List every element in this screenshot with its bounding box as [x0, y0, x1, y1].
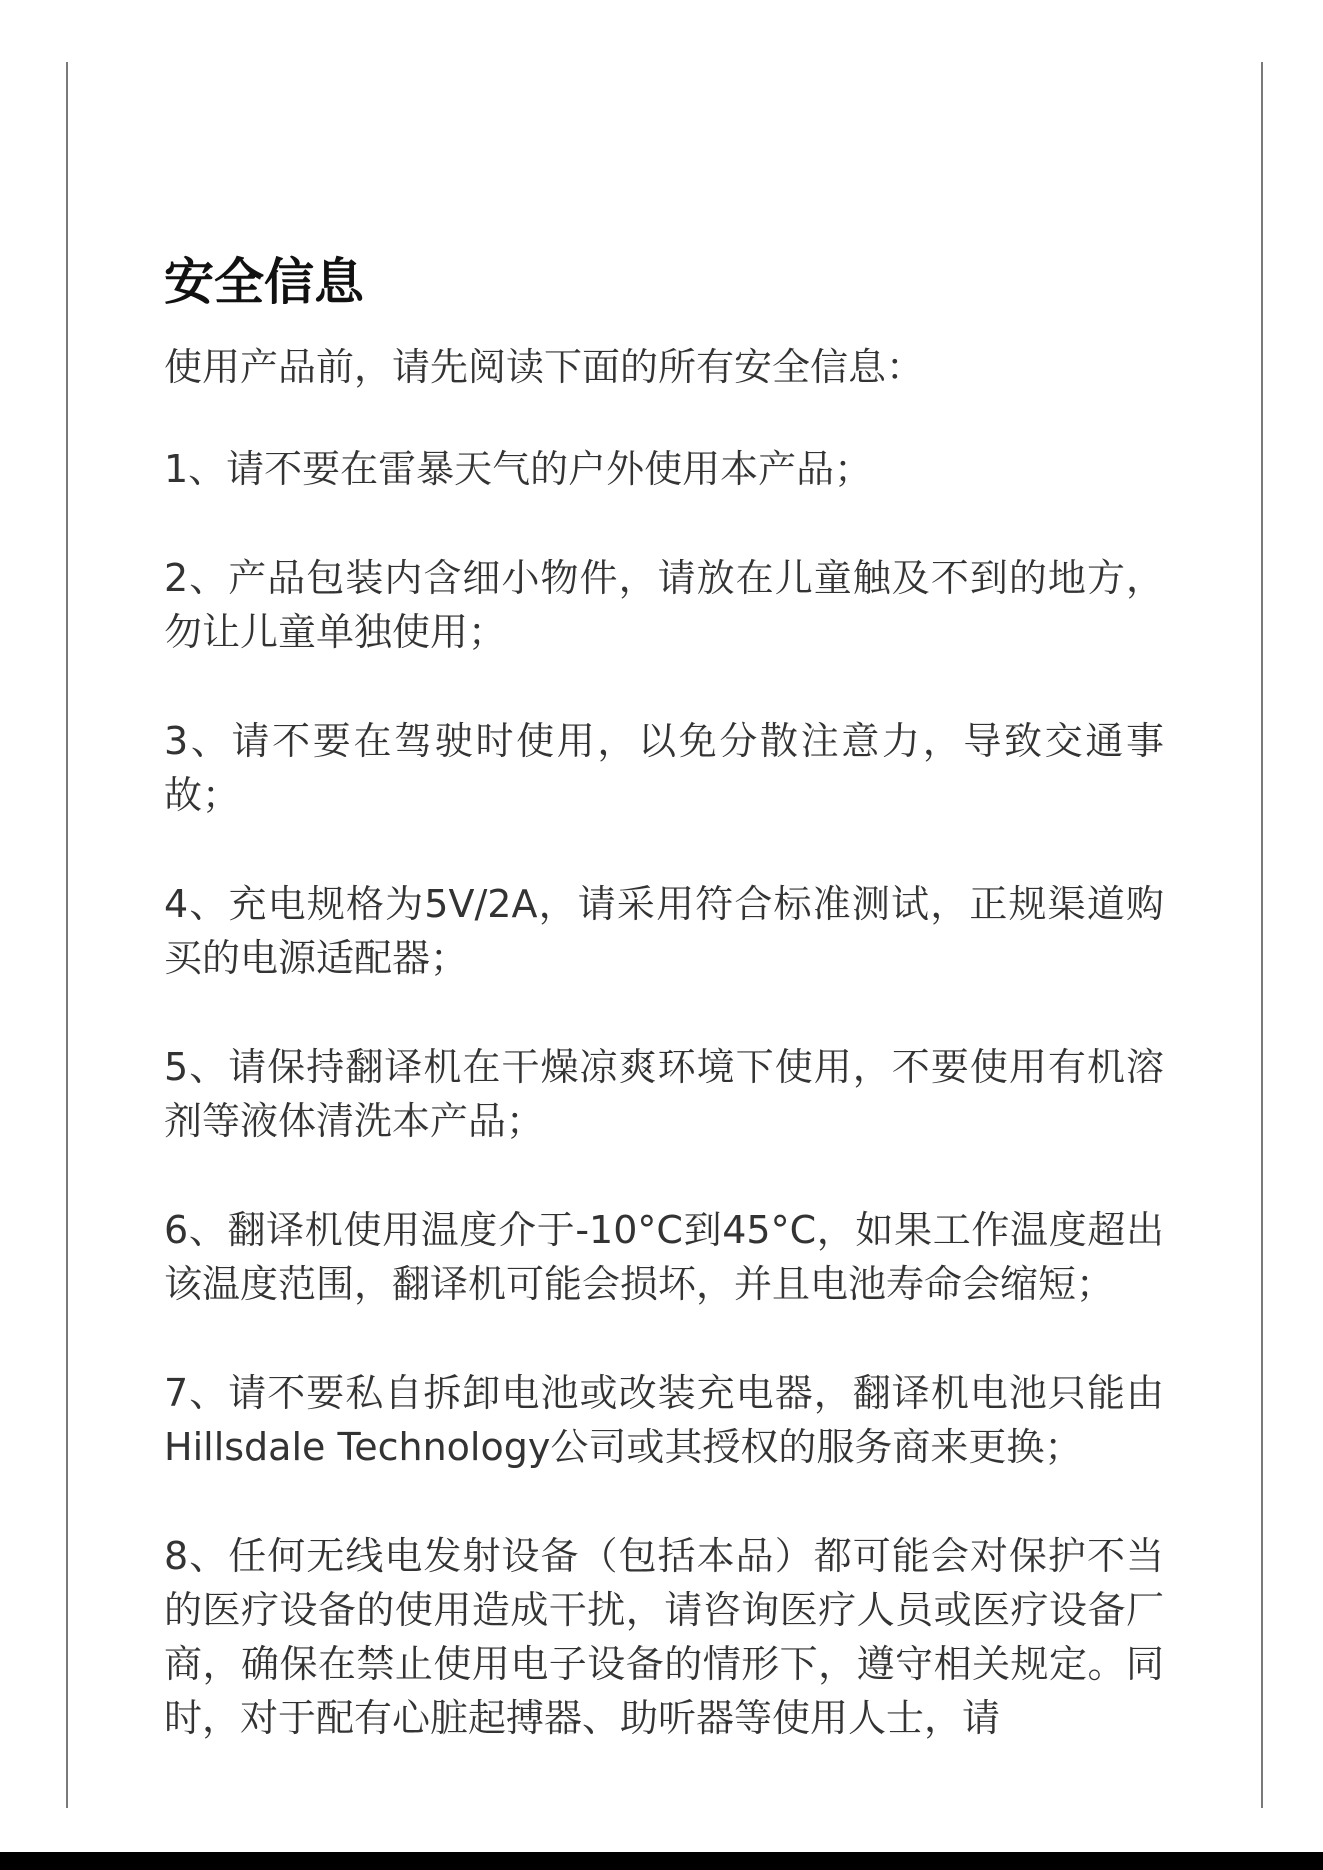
safety-item-7: 7、请不要私自拆卸电池或改装充电器，翻译机电池只能由Hillsdale Technology公司或其授权的服务商来更换；	[164, 1371, 1164, 1469]
safety-item-5: 5、请保持翻译机在干燥凉爽环境下使用，不要使用有机溶剂等液体清洗本产品；	[164, 1045, 1164, 1143]
safety-item-6: 6、翻译机使用温度介于-10°C到45°C，如果工作温度超出该温度范围，翻译机可能会损坏，并且电池寿命会缩短；	[164, 1208, 1164, 1306]
safety-item-1: 1、请不要在雷暴天气的户外使用本产品；	[164, 447, 873, 491]
bottom-bar	[0, 1852, 1323, 1870]
safety-item-8: 8、任何无线电发射设备（包括本品）都可能会对保护不当的医疗设备的使用造成干扰，请咨询医疗人员或医疗设备厂商，确保在禁止使用电子设备的情形下，遵守相关规定。同时，对于配有心脏起搏器、助听器等使用人士，请	[164, 1534, 1164, 1740]
intro-text: 使用产品前，请先阅读下面的所有安全信息：	[164, 345, 925, 389]
page-title: 安全信息	[164, 253, 364, 311]
document-page	[66, 62, 1263, 1808]
safety-info-section	[164, 252, 1164, 1800]
safety-item-4: 4、充电规格为5V/2A，请采用符合标准测试，正规渠道购买的电源适配器；	[164, 882, 1164, 980]
safety-item-3: 3、请不要在驾驶时使用，以免分散注意力，导致交通事故；	[164, 719, 1164, 817]
safety-item-2: 2、产品包装内含细小物件，请放在儿童触及不到的地方，勿让儿童单独使用；	[164, 556, 1164, 654]
